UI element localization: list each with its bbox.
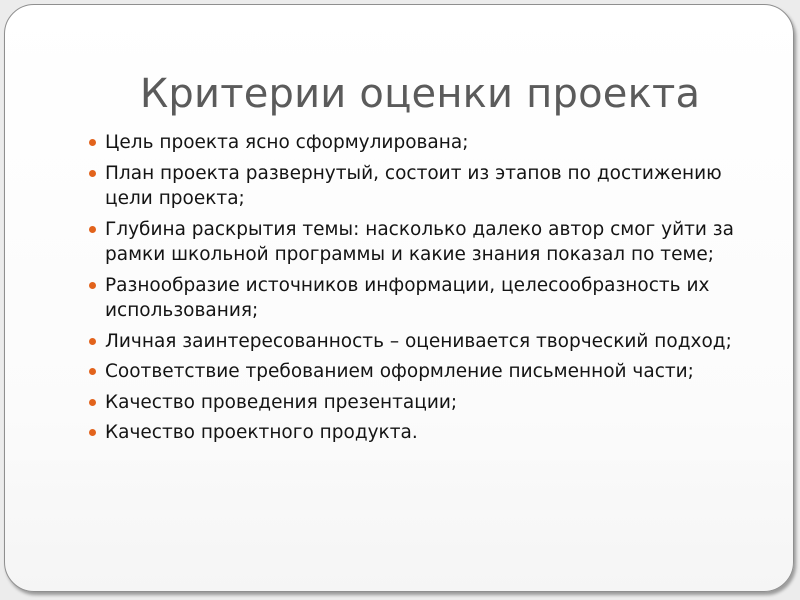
list-item xyxy=(88,390,768,416)
list-item-text: Соответствие требованием оформление письменной части; xyxy=(105,361,694,382)
list-item xyxy=(88,359,768,385)
bullet-dot-icon xyxy=(89,139,96,146)
list-item-text: Качество проектного продукта. xyxy=(105,422,418,443)
slide-title: Критерии оценки проекта xyxy=(139,71,701,117)
bullet-dot-icon xyxy=(89,429,96,436)
list-item-text: План проекта развернутый, состоит из этапов по достижению цели проекта; xyxy=(105,162,722,209)
list-item-text: Глубина раскрытия темы: насколько далеко автор смог уйти за рамки школьной программы и какие знания показал по теме; xyxy=(105,218,734,265)
list-item xyxy=(88,161,768,212)
list-item xyxy=(88,217,768,268)
bullet-dot-icon xyxy=(89,368,96,375)
list-item-text: Личная заинтересованность – оценивается творческий подход; xyxy=(105,330,732,352)
list-item-text: Цель проекта ясно сформулирована; xyxy=(105,132,469,153)
list-item-text: Разнообразие источников информации, целесообразность их использования; xyxy=(105,274,710,321)
list-item-text: Качество проведения презентации; xyxy=(105,391,458,413)
list-item xyxy=(88,130,768,156)
list-item xyxy=(88,273,768,324)
bullet-dot-icon xyxy=(89,399,96,406)
bullet-dot-icon xyxy=(89,338,96,345)
bullet-dot-icon xyxy=(89,282,96,289)
list-item xyxy=(88,420,768,446)
criteria-list xyxy=(88,130,768,451)
bullet-dot-icon xyxy=(89,170,96,177)
bullet-dot-icon xyxy=(89,226,96,233)
list-item xyxy=(88,329,768,355)
